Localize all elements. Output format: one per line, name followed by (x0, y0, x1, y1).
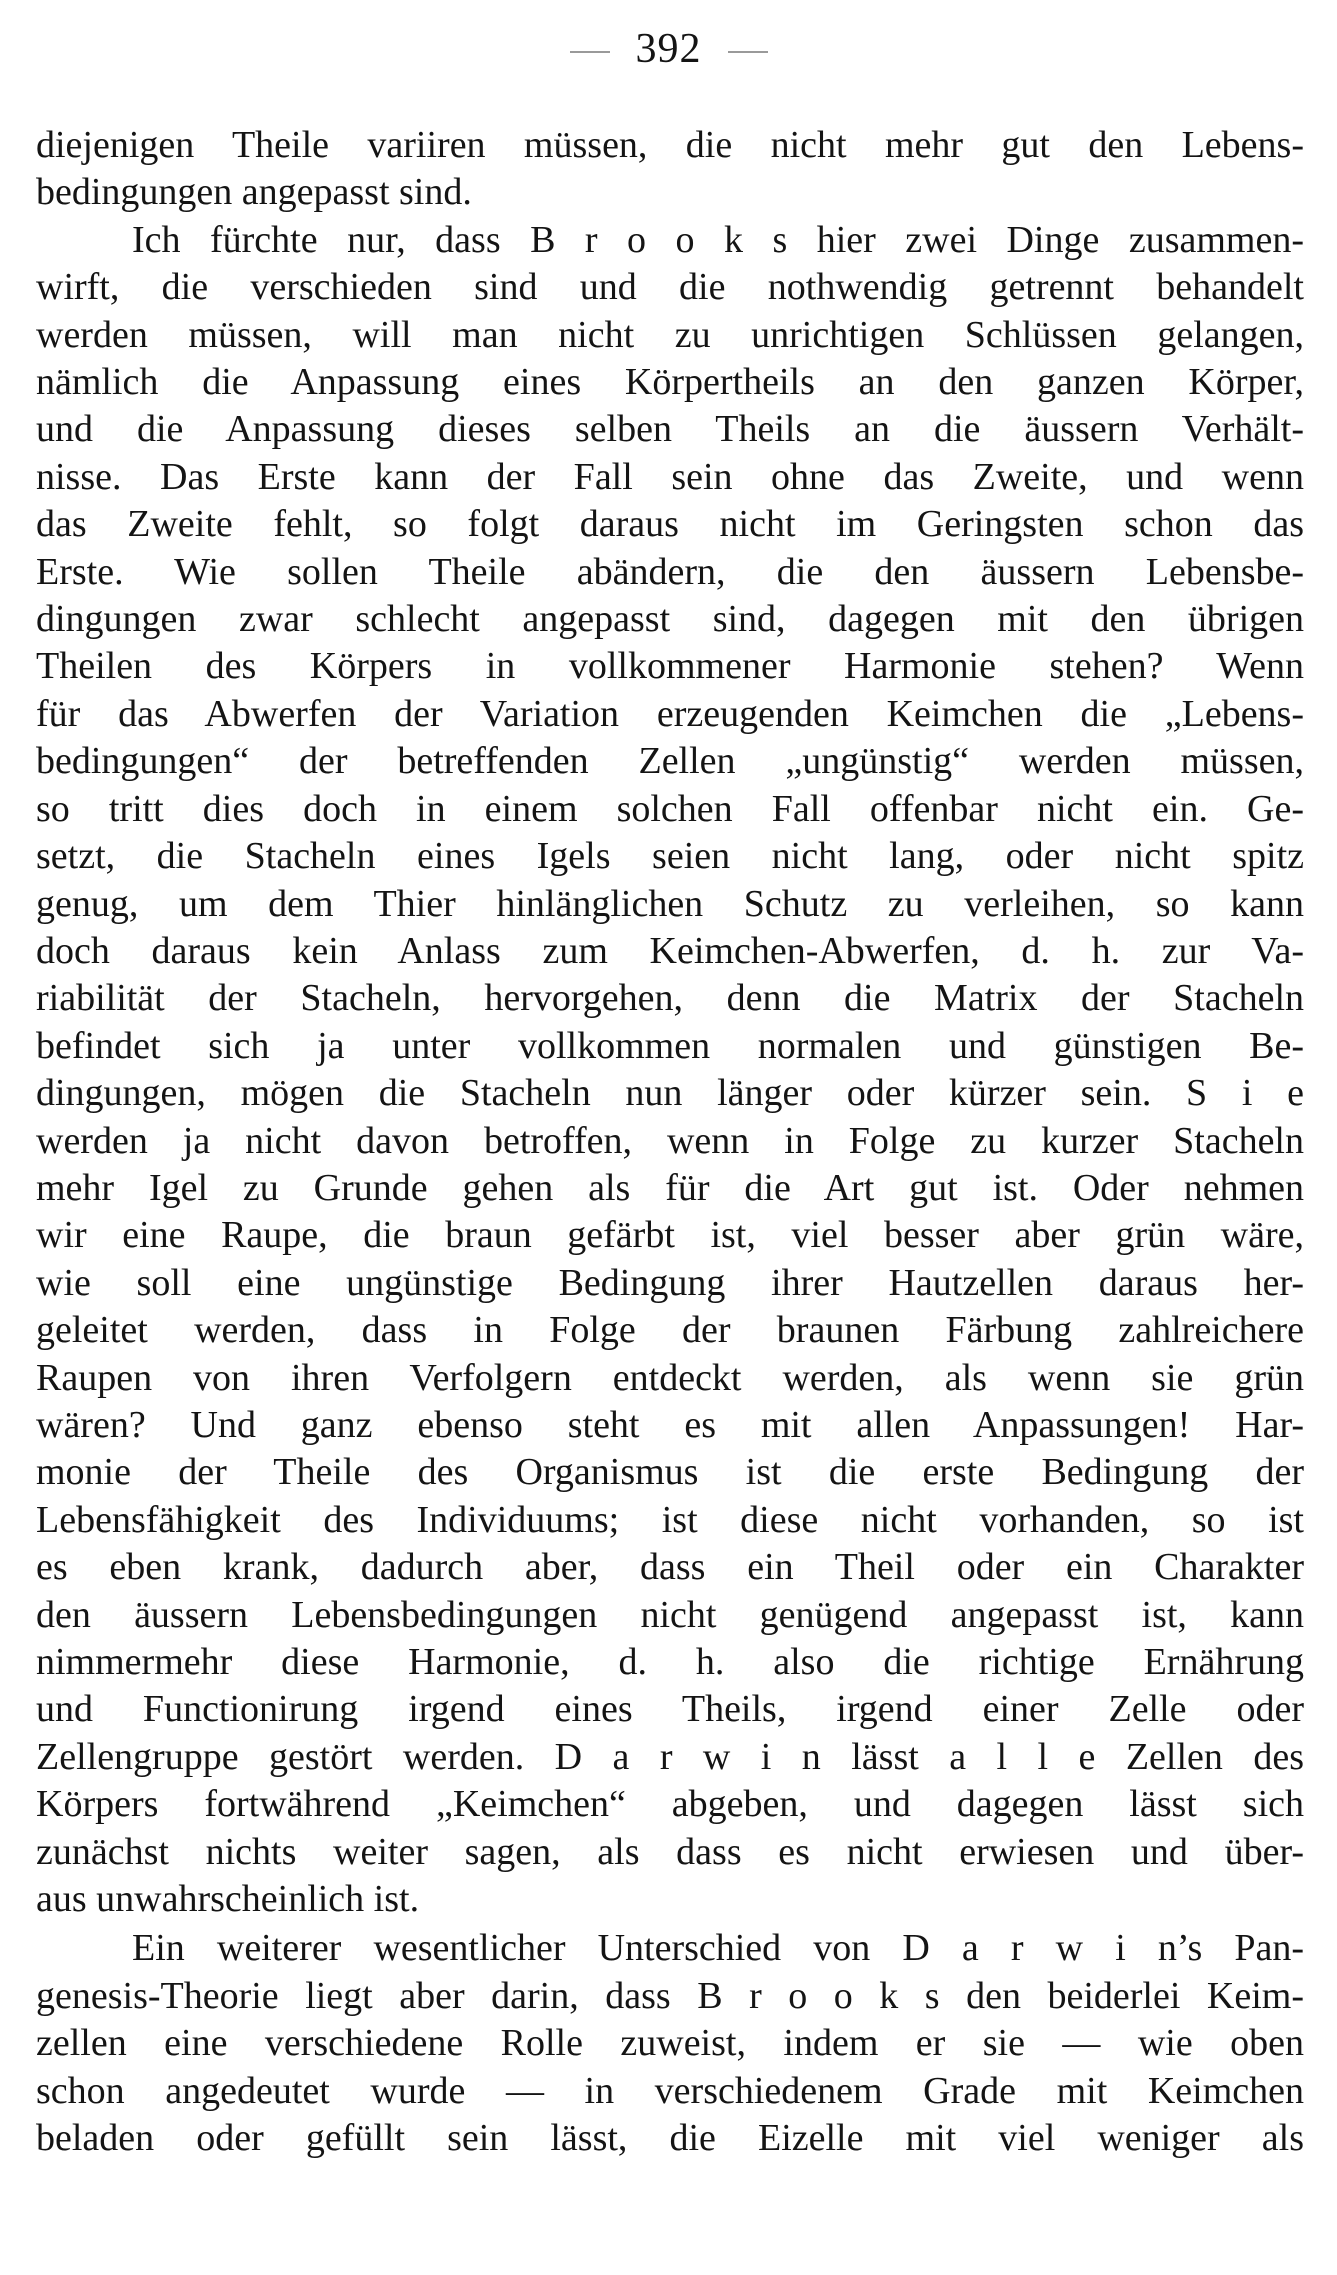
page-header (0, 24, 1337, 74)
text-line: dingungen, mögen die Stacheln nun länger oder kürzer sein. S i e (36, 1072, 1304, 1115)
text-line: bedingungen“ der betreffenden Zellen „ungünstig“ werden müssen, (36, 740, 1304, 783)
text-line: mehr Igel zu Grunde gehen als für die Art gut ist. Oder nehmen (36, 1166, 1304, 1209)
header-left-dash (570, 51, 610, 53)
text-line: doch daraus kein Anlass zum Keimchen-Abwerfen, d. h. zur Va- (36, 929, 1304, 972)
text-line: wir eine Raupe, die braun gefärbt ist, viel besser aber grün wäre, (36, 1214, 1304, 1257)
text-line: genug, um dem Thier hinlänglichen Schutz zu verleihen, so kann (36, 882, 1304, 925)
text-line: beladen oder gefüllt sein lässt, die Eizelle mit viel weniger als (36, 2117, 1304, 2160)
text-line: setzt, die Stacheln eines Igels seien nicht lang, oder nicht spitz (36, 835, 1304, 878)
text-line: Ein weiterer wesentlicher Unterschied von D a r w i n’s Pan- (132, 1927, 1304, 1970)
text-line: aus unwahrscheinlich ist. (36, 1878, 420, 1921)
text-line: dingungen zwar schlecht angepasst sind, dagegen mit den übrigen (36, 598, 1304, 641)
paragraph-1 (36, 122, 1304, 217)
text-line: geleitet werden, dass in Folge der braunen Färbung zahlreichere (36, 1309, 1304, 1352)
page-number: 392 (635, 26, 702, 72)
text-line: so tritt dies doch in einem solchen Fall offenbar nicht ein. Ge- (36, 787, 1304, 830)
text-line: Ich fürchte nur, dass B r o o k s hier zwei Dinge zusammen- (132, 218, 1304, 261)
header-right-dash (728, 51, 768, 53)
text-line: und die Anpassung dieses selben Theils an die äussern Verhält- (36, 408, 1304, 451)
text-line: Erste. Wie sollen Theile abändern, die den äussern Lebensbe- (36, 550, 1304, 593)
paragraph-3 (36, 1925, 1304, 2162)
text-line: zellen eine verschiedene Rolle zuweist, indem er sie — wie oben (36, 2022, 1304, 2065)
text-line: wie soll eine ungünstige Bedingung ihrer Hautzellen daraus her- (36, 1261, 1304, 1304)
text-line: schon angedeutet wurde — in verschiedenem Grade mit Keimchen (36, 2069, 1304, 2112)
paragraph-2 (36, 217, 1304, 1924)
text-line: das Zweite fehlt, so folgt daraus nicht im Geringsten schon das (36, 503, 1304, 546)
text-line: für das Abwerfen der Variation erzeugenden Keimchen die „Lebens- (36, 692, 1304, 735)
text-line: diejenigen Theile variiren müssen, die nicht mehr gut den Lebens- (36, 124, 1304, 166)
text-line: es eben krank, dadurch aber, dass ein Theil oder ein Charakter (36, 1546, 1304, 1589)
text-line: Raupen von ihren Verfolgern entdeckt werden, als wenn sie grün (36, 1356, 1304, 1399)
text-line: Körpers fortwährend „Keimchen“ abgeben, und dagegen lässt sich (36, 1783, 1304, 1826)
text-line: Theilen des Körpers in vollkommener Harmonie stehen? Wenn (36, 645, 1304, 688)
text-line: genesis-Theorie liegt aber darin, dass B r o o k s den beiderlei Keim- (36, 1974, 1304, 2017)
text-line: riabilität der Stacheln, hervorgehen, denn die Matrix der Stacheln (36, 977, 1304, 1020)
text-line: befindet sich ja unter vollkommen normalen und günstigen Be- (36, 1024, 1304, 1067)
text-line: den äussern Lebensbedingungen nicht genügend angepasst ist, kann (36, 1593, 1304, 1636)
text-line: bedingungen angepasst sind. (36, 171, 472, 214)
text-line: und Functionirung irgend eines Theils, irgend einer Zelle oder (36, 1688, 1304, 1731)
text-line: nimmermehr diese Harmonie, d. h. also die richtige Ernährung (36, 1641, 1304, 1683)
text-line: wirft, die verschieden sind und die nothwendig getrennt behandelt (36, 266, 1304, 309)
text-line: nämlich die Anpassung eines Körpertheils an den ganzen Körper, (36, 361, 1304, 404)
body-text (36, 122, 1304, 2162)
text-line: werden müssen, will man nicht zu unrichtigen Schlüssen gelangen, (36, 313, 1304, 356)
text-line: Zellengruppe gestört werden. D a r w i n lässt a l l e Zellen des (36, 1735, 1304, 1778)
text-line: Lebensfähigkeit des Individuums; ist diese nicht vorhanden, so ist (36, 1498, 1304, 1541)
text-line: werden ja nicht davon betroffen, wenn in Folge zu kurzer Stacheln (36, 1119, 1304, 1162)
text-line: nisse. Das Erste kann der Fall sein ohne das Zweite, und wenn (36, 455, 1304, 498)
text-line: monie der Theile des Organismus ist die erste Bedingung der (36, 1451, 1304, 1494)
text-line: zunächst nichts weiter sagen, als dass es nicht erwiesen und über- (36, 1830, 1304, 1873)
text-line: wären? Und ganz ebenso steht es mit allen Anpassungen! Har- (36, 1403, 1304, 1446)
